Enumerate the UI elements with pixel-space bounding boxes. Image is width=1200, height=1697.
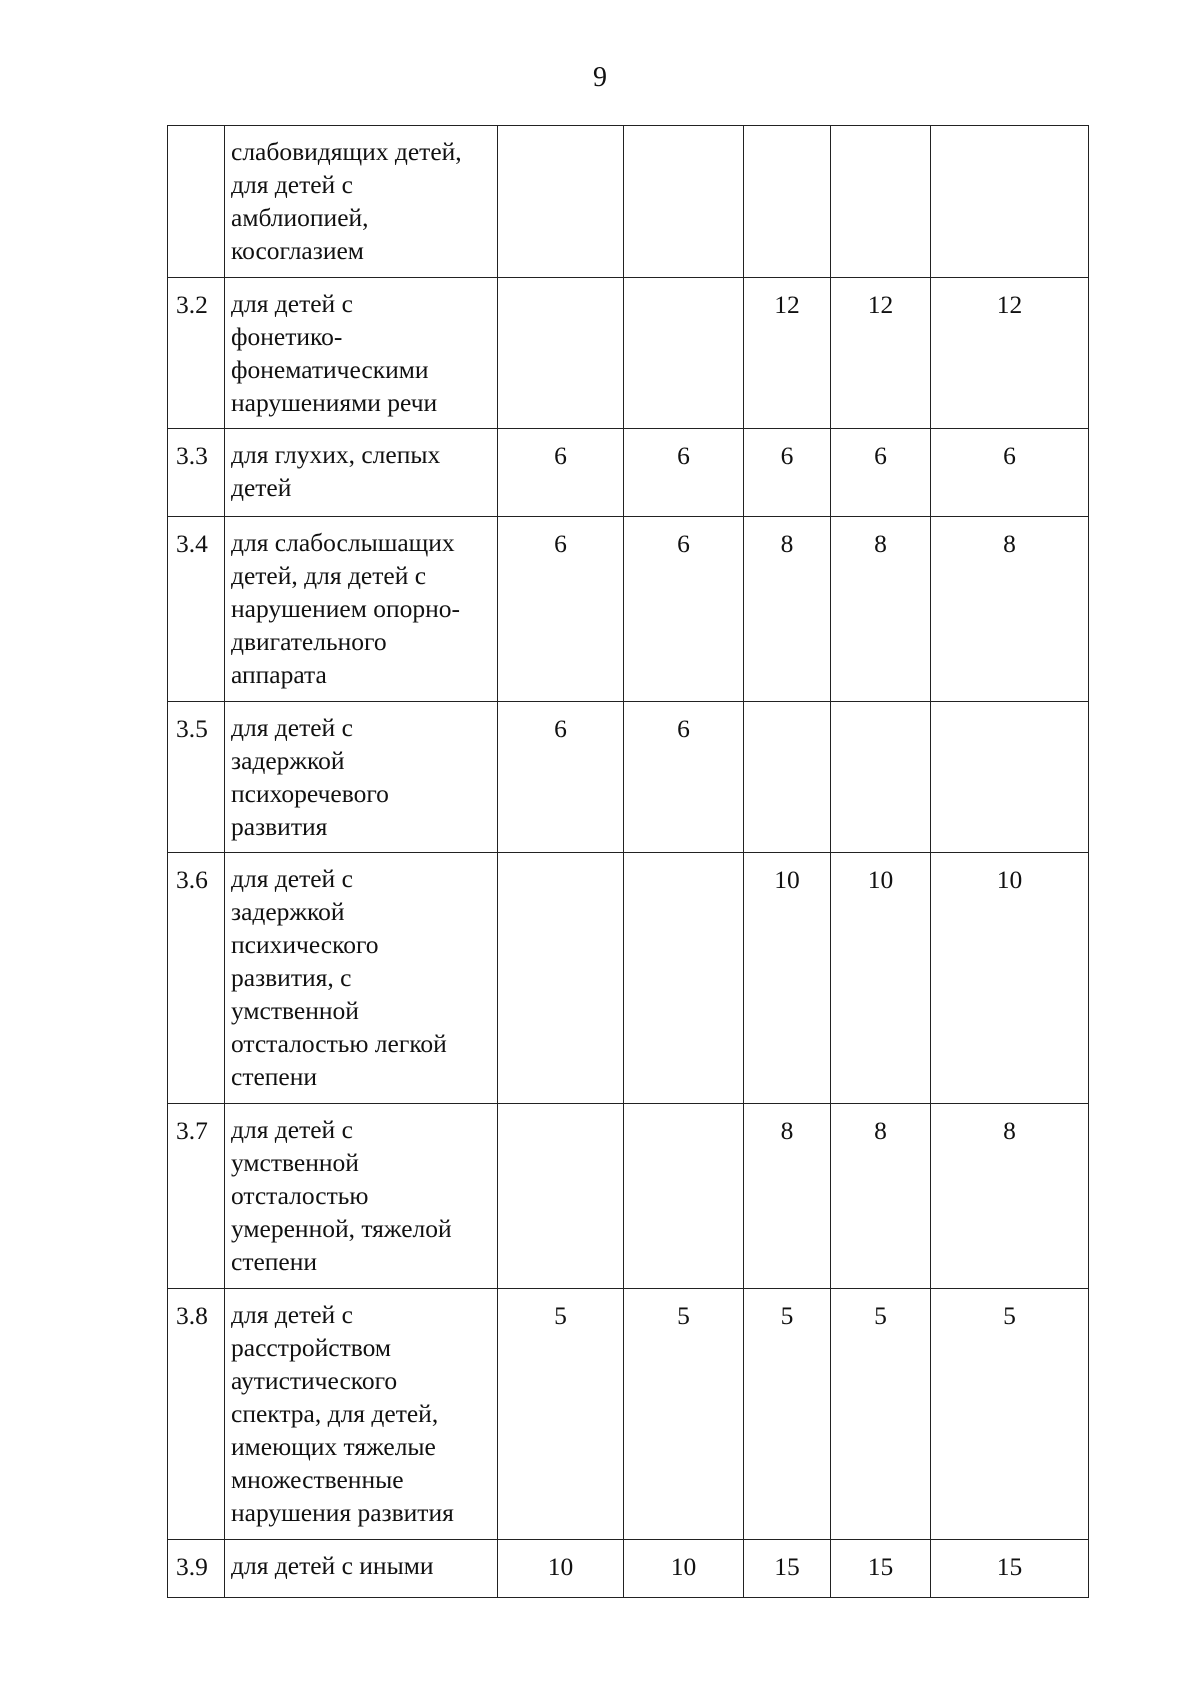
value-cell-col-2 bbox=[624, 1104, 744, 1289]
value-cell-col-1 bbox=[498, 1104, 624, 1289]
table-row bbox=[168, 853, 1089, 1104]
row-label-line: для детей с bbox=[231, 1115, 353, 1144]
row-label bbox=[225, 853, 498, 1104]
value-cell-col-3: 5 bbox=[744, 1289, 831, 1540]
value-cell-col-1 bbox=[498, 853, 624, 1104]
row-label-line: развития bbox=[231, 812, 328, 841]
table-row bbox=[168, 702, 1089, 853]
value-cell-col-2 bbox=[624, 126, 744, 278]
row-label-line: умственной bbox=[231, 996, 359, 1025]
value-cell-col-2 bbox=[624, 278, 744, 429]
row-number: 3.2 bbox=[168, 278, 225, 429]
value-cell-col-4: 8 bbox=[831, 1104, 931, 1289]
value-cell-col-3 bbox=[744, 126, 831, 278]
row-label-line: для детей с bbox=[231, 289, 353, 318]
value-cell-col-5 bbox=[931, 702, 1089, 853]
row-label-line: расстройством bbox=[231, 1333, 392, 1362]
row-number: 3.8 bbox=[168, 1289, 225, 1540]
table-row bbox=[168, 1540, 1089, 1598]
row-label-line: психического bbox=[231, 930, 379, 959]
row-label-line: амблиопией, bbox=[231, 203, 369, 232]
row-label-line: для детей с bbox=[231, 1300, 353, 1329]
value-cell-col-5: 8 bbox=[931, 517, 1089, 702]
row-label-line: психоречевого bbox=[231, 779, 389, 808]
value-cell-col-3: 6 bbox=[744, 429, 831, 517]
row-label-line: степени bbox=[231, 1247, 318, 1276]
row-label bbox=[225, 1289, 498, 1540]
row-label bbox=[225, 429, 498, 517]
row-label-line: аутистического bbox=[231, 1366, 398, 1395]
value-cell-col-3: 12 bbox=[744, 278, 831, 429]
row-label-line: детей bbox=[231, 473, 292, 502]
row-label-line: двигательного bbox=[231, 627, 387, 656]
row-label bbox=[225, 278, 498, 429]
value-cell-col-4 bbox=[831, 126, 931, 278]
value-cell-col-1: 6 bbox=[498, 517, 624, 702]
row-label-line: степени bbox=[231, 1062, 318, 1091]
row-number: 3.5 bbox=[168, 702, 225, 853]
value-cell-col-2 bbox=[624, 853, 744, 1104]
value-cell-col-1: 6 bbox=[498, 702, 624, 853]
table-row bbox=[168, 278, 1089, 429]
row-label-line: задержкой bbox=[231, 746, 345, 775]
value-cell-col-5 bbox=[931, 126, 1089, 278]
value-cell-col-4: 6 bbox=[831, 429, 931, 517]
row-label-line: для слабослышащих bbox=[231, 528, 455, 557]
value-cell-col-3: 15 bbox=[744, 1540, 831, 1598]
value-cell-col-4: 5 bbox=[831, 1289, 931, 1540]
value-cell-col-5: 6 bbox=[931, 429, 1089, 517]
capacity-table bbox=[167, 125, 1089, 1598]
row-label bbox=[225, 126, 498, 278]
value-cell-col-2: 5 bbox=[624, 1289, 744, 1540]
row-label-line: косоглазием bbox=[231, 236, 364, 265]
row-label-line: аппарата bbox=[231, 660, 327, 689]
value-cell-col-3: 8 bbox=[744, 1104, 831, 1289]
row-label-line: имеющих тяжелые bbox=[231, 1432, 436, 1461]
table-row bbox=[168, 126, 1089, 278]
row-label bbox=[225, 1540, 498, 1598]
value-cell-col-4 bbox=[831, 702, 931, 853]
value-cell-col-4: 15 bbox=[831, 1540, 931, 1598]
row-label bbox=[225, 702, 498, 853]
row-label-line: умственной bbox=[231, 1148, 359, 1177]
row-label-line: нарушениями речи bbox=[231, 388, 438, 417]
row-number: 3.7 bbox=[168, 1104, 225, 1289]
value-cell-col-3 bbox=[744, 702, 831, 853]
row-label-line: слабовидящих детей, bbox=[231, 137, 462, 166]
value-cell-col-1: 5 bbox=[498, 1289, 624, 1540]
value-cell-col-3: 10 bbox=[744, 853, 831, 1104]
value-cell-col-1: 10 bbox=[498, 1540, 624, 1598]
row-label-line: развития, с bbox=[231, 963, 352, 992]
value-cell-col-2: 10 bbox=[624, 1540, 744, 1598]
row-number: 3.9 bbox=[168, 1540, 225, 1598]
row-label bbox=[225, 1104, 498, 1289]
value-cell-col-5: 10 bbox=[931, 853, 1089, 1104]
row-number: 3.4 bbox=[168, 517, 225, 702]
row-label-line: нарушения развития bbox=[231, 1498, 454, 1527]
row-label-line: для детей с bbox=[231, 713, 353, 742]
value-cell-col-2: 6 bbox=[624, 702, 744, 853]
value-cell-col-5: 5 bbox=[931, 1289, 1089, 1540]
value-cell-col-4: 12 bbox=[831, 278, 931, 429]
table-row bbox=[168, 1289, 1089, 1540]
value-cell-col-5: 12 bbox=[931, 278, 1089, 429]
value-cell-col-4: 10 bbox=[831, 853, 931, 1104]
row-label-line: умеренной, тяжелой bbox=[231, 1214, 452, 1243]
table-row bbox=[168, 517, 1089, 702]
row-label-line: спектра, для детей, bbox=[231, 1399, 439, 1428]
row-label-line: для детей с bbox=[231, 170, 353, 199]
table-row bbox=[168, 1104, 1089, 1289]
value-cell-col-1 bbox=[498, 278, 624, 429]
row-number bbox=[168, 126, 225, 278]
row-label bbox=[225, 517, 498, 702]
row-label-line: множественные bbox=[231, 1465, 404, 1494]
value-cell-col-4: 8 bbox=[831, 517, 931, 702]
row-label-line: детей, для детей с bbox=[231, 561, 427, 590]
row-label-line: фонематическими bbox=[231, 355, 429, 384]
value-cell-col-5: 15 bbox=[931, 1540, 1089, 1598]
row-label-line: фонетико- bbox=[231, 322, 343, 351]
row-number: 3.3 bbox=[168, 429, 225, 517]
value-cell-col-3: 8 bbox=[744, 517, 831, 702]
value-cell-col-2: 6 bbox=[624, 429, 744, 517]
row-label-line: задержкой bbox=[231, 897, 345, 926]
value-cell-col-2: 6 bbox=[624, 517, 744, 702]
row-label-line: для детей с иными bbox=[231, 1551, 434, 1580]
value-cell-col-1 bbox=[498, 126, 624, 278]
value-cell-col-1: 6 bbox=[498, 429, 624, 517]
row-label-line: отсталостью легкой bbox=[231, 1029, 447, 1058]
row-label-line: для глухих, слепых bbox=[231, 440, 441, 469]
row-number: 3.6 bbox=[168, 853, 225, 1104]
table-row bbox=[168, 429, 1089, 517]
row-label-line: для детей с bbox=[231, 864, 353, 893]
page-number: 9 bbox=[593, 62, 607, 93]
row-label-line: нарушением опорно- bbox=[231, 594, 460, 623]
row-label-line: отсталостью bbox=[231, 1181, 369, 1210]
value-cell-col-5: 8 bbox=[931, 1104, 1089, 1289]
